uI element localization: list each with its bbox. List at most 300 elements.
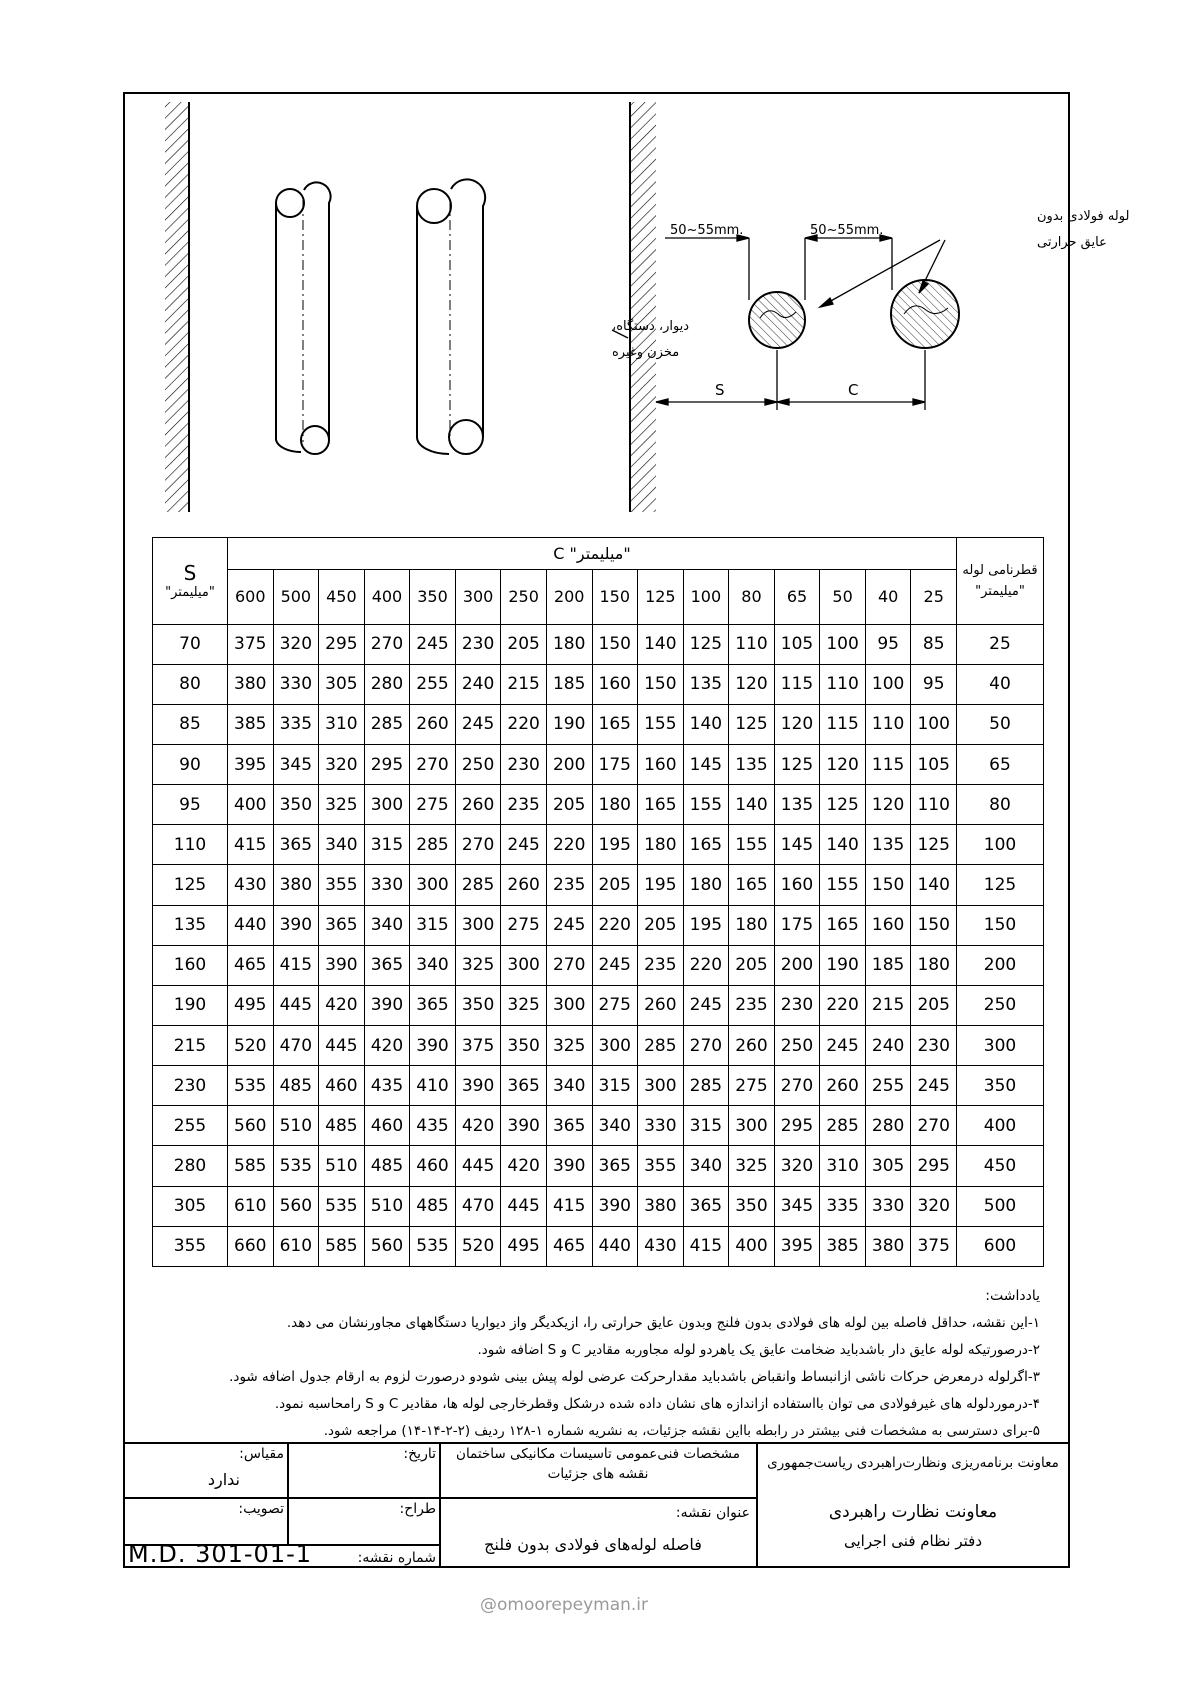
cell-c: 445 [455, 1146, 501, 1186]
cell-c: 185 [546, 664, 592, 704]
cell-c: 270 [774, 1066, 820, 1106]
cell-c: 120 [729, 664, 775, 704]
cell-c: 385 [820, 1226, 866, 1266]
cell-c: 510 [319, 1146, 365, 1186]
cell-c: 390 [455, 1066, 501, 1106]
cell-c: 365 [592, 1146, 638, 1186]
cell-c: 380 [273, 865, 319, 905]
cell-c: 275 [729, 1066, 775, 1106]
cell-c: 115 [820, 704, 866, 744]
cell-c: 660 [228, 1226, 274, 1266]
cell-c: 260 [820, 1066, 866, 1106]
cell-c: 365 [546, 1106, 592, 1146]
cell-s: 80 [153, 664, 228, 704]
cell-c: 430 [228, 865, 274, 905]
org-name-main: معاونت برنامه‌ریزی ونظارت‌راهبردی ریاست‌جمهوری [767, 1455, 1059, 1471]
cell-c: 165 [683, 825, 729, 865]
cell-c: 275 [501, 905, 547, 945]
cell-c: 310 [319, 704, 365, 744]
cell-c: 495 [228, 985, 274, 1025]
cell-diameter: 350 [957, 1066, 1044, 1106]
spec-subtitle: نقشه های جزئیات [547, 1466, 649, 1482]
table-row [153, 1146, 1044, 1186]
cell-c: 230 [911, 1026, 957, 1066]
cell-c: 150 [911, 905, 957, 945]
cell-c: 300 [410, 865, 456, 905]
dim-s-text: S [715, 381, 725, 399]
cell-s: 160 [153, 945, 228, 985]
cell-c: 340 [683, 1146, 729, 1186]
cell-c: 415 [273, 945, 319, 985]
cell-c: 285 [820, 1106, 866, 1146]
c-column-header: 25 [911, 569, 957, 624]
scale-label: مقیاس: [239, 1446, 284, 1462]
cell-c: 190 [546, 704, 592, 744]
cell-c: 105 [911, 745, 957, 785]
cell-c: 295 [774, 1106, 820, 1146]
cell-c: 470 [455, 1186, 501, 1226]
cell-c: 135 [865, 825, 911, 865]
cell-c: 400 [228, 785, 274, 825]
cell-c: 435 [364, 1066, 410, 1106]
cell-c: 385 [228, 704, 274, 744]
cell-c: 365 [319, 905, 365, 945]
cell-c: 245 [546, 905, 592, 945]
cell-s: 85 [153, 704, 228, 744]
cell-c: 430 [638, 1226, 684, 1266]
approval-label: تصویب: [238, 1501, 284, 1517]
cell-s: 95 [153, 785, 228, 825]
cell-c: 330 [273, 664, 319, 704]
cell-c: 375 [911, 1226, 957, 1266]
cell-s: 230 [153, 1066, 228, 1106]
table-row [153, 664, 1044, 704]
cell-c: 155 [820, 865, 866, 905]
cell-c: 340 [319, 825, 365, 865]
left-wall [165, 102, 189, 512]
cell-c: 325 [501, 985, 547, 1025]
dim-left-text: 50~55mm. [670, 223, 744, 238]
c-column-header: 350 [410, 569, 456, 624]
cell-c: 300 [455, 905, 501, 945]
cell-c: 300 [546, 985, 592, 1025]
cell-c: 165 [820, 905, 866, 945]
cell-c: 95 [911, 664, 957, 704]
cell-c: 125 [729, 704, 775, 744]
cell-c: 300 [364, 785, 410, 825]
cell-s: 70 [153, 624, 228, 664]
cell-c: 535 [228, 1066, 274, 1106]
watermark-text: @omoorepeyman.ir [480, 1595, 649, 1615]
header-diameter-unit: "میلیمتر" [975, 583, 1025, 599]
cell-c: 365 [410, 985, 456, 1025]
designer-label: طراح: [399, 1501, 436, 1517]
table-row [153, 1026, 1044, 1066]
cell-diameter: 125 [957, 865, 1044, 905]
note-item-2: ۲-درصورتیکه لوله عایق دار باشدباید ضخامت عایق یک یاهردو لوله مجاوربه مقادیر C و S اضافه شود. [477, 1342, 1040, 1358]
cell-c: 245 [455, 704, 501, 744]
cell-c: 110 [729, 624, 775, 664]
cell-c: 330 [364, 865, 410, 905]
cell-s: 190 [153, 985, 228, 1025]
cell-c: 460 [410, 1146, 456, 1186]
cell-c: 135 [683, 664, 729, 704]
c-column-header: 600 [228, 569, 274, 624]
cell-c: 270 [911, 1106, 957, 1146]
cell-c: 205 [501, 624, 547, 664]
cell-c: 260 [455, 785, 501, 825]
c-column-header: 100 [683, 569, 729, 624]
cell-c: 560 [228, 1106, 274, 1146]
cell-c: 585 [228, 1146, 274, 1186]
pipe-elevation-small [276, 182, 331, 454]
cell-c: 300 [501, 945, 547, 985]
cell-c: 260 [729, 1026, 775, 1066]
cell-c: 310 [820, 1146, 866, 1186]
note-item-5: ۵-برای دسترسی به مشخصات فنی بیشتر در رابطه بااین نقشه جزئیات، به نشریه شماره ۱-۱۲۸ ردیف (۲-۲-۱۴-۱۴) مراجعه شود. [323, 1423, 1040, 1439]
cell-c: 230 [774, 985, 820, 1025]
cell-c: 245 [501, 825, 547, 865]
cell-c: 465 [228, 945, 274, 985]
cell-c: 180 [729, 905, 775, 945]
cell-s: 135 [153, 905, 228, 945]
cell-c: 285 [638, 1026, 684, 1066]
cell-c: 340 [546, 1066, 592, 1106]
c-column-header: 400 [364, 569, 410, 624]
cell-c: 205 [546, 785, 592, 825]
cell-s: 255 [153, 1106, 228, 1146]
cell-c: 445 [273, 985, 319, 1025]
cell-c: 215 [501, 664, 547, 704]
cell-c: 320 [911, 1186, 957, 1226]
cell-c: 110 [865, 704, 911, 744]
cell-c: 560 [273, 1186, 319, 1226]
table-row [153, 745, 1044, 785]
cell-c: 280 [364, 664, 410, 704]
cell-c: 135 [729, 745, 775, 785]
cell-c: 390 [501, 1106, 547, 1146]
c-column-header: 40 [865, 569, 911, 624]
cell-c: 610 [273, 1226, 319, 1266]
cell-c: 560 [364, 1226, 410, 1266]
cell-c: 375 [228, 624, 274, 664]
cell-c: 100 [865, 664, 911, 704]
cell-c: 390 [364, 985, 410, 1025]
cell-diameter: 500 [957, 1186, 1044, 1226]
drawing-number: M.D. 301-01-1 [128, 1540, 313, 1568]
cell-c: 390 [273, 905, 319, 945]
cell-c: 180 [683, 865, 729, 905]
cell-c: 355 [319, 865, 365, 905]
cell-c: 125 [683, 624, 729, 664]
cell-c: 390 [546, 1146, 592, 1186]
cell-c: 145 [774, 825, 820, 865]
table-row [153, 1186, 1044, 1226]
cell-s: 305 [153, 1186, 228, 1226]
cell-diameter: 400 [957, 1106, 1044, 1146]
cell-c: 365 [364, 945, 410, 985]
cell-c: 250 [455, 745, 501, 785]
cell-c: 285 [683, 1066, 729, 1106]
cell-c: 345 [273, 745, 319, 785]
cell-diameter: 80 [957, 785, 1044, 825]
cell-c: 420 [364, 1026, 410, 1066]
cell-c: 510 [273, 1106, 319, 1146]
cell-c: 380 [865, 1226, 911, 1266]
cell-diameter: 450 [957, 1146, 1044, 1186]
cell-diameter: 200 [957, 945, 1044, 985]
cell-c: 180 [592, 785, 638, 825]
cell-c: 185 [865, 945, 911, 985]
note-item-4: ۴-درموردلوله های غیرفولادی می توان بااستفاده ازاندازه های نشان داده شده درشکل وقطرخارجی لوله ها، مقادیر C و S رامحاسبه نمود. [274, 1396, 1040, 1412]
org-name-office: دفتر نظام فنی اجرایی [843, 1532, 983, 1550]
cell-c: 205 [592, 865, 638, 905]
cell-c: 230 [455, 624, 501, 664]
cell-s: 215 [153, 1026, 228, 1066]
cell-c: 155 [683, 785, 729, 825]
cell-c: 120 [820, 745, 866, 785]
cell-c: 315 [364, 825, 410, 865]
cell-c: 140 [683, 704, 729, 744]
header-c: "میلیمتر" C [228, 538, 957, 570]
cell-c: 220 [546, 825, 592, 865]
cell-c: 270 [364, 624, 410, 664]
cell-c: 205 [911, 985, 957, 1025]
cell-c: 350 [501, 1026, 547, 1066]
cell-c: 485 [410, 1186, 456, 1226]
wall-label-line1: دیوار، دستگاه، [612, 319, 690, 334]
scale-value: ندارد [207, 1470, 240, 1489]
wall-label-line2: مخزن وغیره [612, 345, 680, 360]
cell-c: 125 [774, 745, 820, 785]
pipe-elevation-large [417, 179, 485, 454]
cell-c: 120 [865, 785, 911, 825]
cell-c: 320 [774, 1146, 820, 1186]
cell-c: 270 [410, 745, 456, 785]
cell-c: 220 [501, 704, 547, 744]
c-column-header: 500 [273, 569, 319, 624]
cell-c: 440 [592, 1226, 638, 1266]
cell-c: 460 [364, 1106, 410, 1146]
cell-c: 100 [820, 624, 866, 664]
cell-c: 140 [638, 624, 684, 664]
cell-c: 245 [683, 985, 729, 1025]
cell-c: 255 [865, 1066, 911, 1106]
org-name-sub: معاونت نظارت راهبردی [828, 1502, 998, 1522]
pipe-label-line2: عایق حرارتی [1037, 235, 1107, 250]
cell-c: 160 [865, 905, 911, 945]
cell-c: 410 [410, 1066, 456, 1106]
cell-c: 365 [501, 1066, 547, 1106]
pipe-label-line1: لوله فولادی بدون [1037, 209, 1130, 224]
cell-c: 230 [501, 745, 547, 785]
cell-c: 365 [683, 1186, 729, 1226]
cell-c: 195 [638, 865, 684, 905]
cell-c: 245 [592, 945, 638, 985]
header-s-unit: "میلیمتر" [165, 585, 215, 601]
cell-c: 295 [364, 745, 410, 785]
cell-c: 535 [273, 1146, 319, 1186]
cell-c: 510 [364, 1186, 410, 1226]
cell-c: 280 [865, 1106, 911, 1146]
table-row [153, 1066, 1044, 1106]
cell-c: 415 [546, 1186, 592, 1226]
cell-c: 125 [820, 785, 866, 825]
cell-c: 135 [774, 785, 820, 825]
cell-c: 415 [228, 825, 274, 865]
cell-c: 160 [774, 865, 820, 905]
cell-c: 145 [683, 745, 729, 785]
cell-c: 235 [501, 785, 547, 825]
table-row [153, 1226, 1044, 1266]
cell-c: 445 [319, 1026, 365, 1066]
cell-c: 520 [455, 1226, 501, 1266]
cell-c: 345 [774, 1186, 820, 1226]
cell-c: 105 [774, 624, 820, 664]
cell-c: 585 [319, 1226, 365, 1266]
c-column-header: 250 [501, 569, 547, 624]
cell-c: 380 [638, 1186, 684, 1226]
cell-c: 325 [455, 945, 501, 985]
cell-c: 85 [911, 624, 957, 664]
cell-s: 110 [153, 825, 228, 865]
cell-c: 375 [455, 1026, 501, 1066]
cell-c: 195 [683, 905, 729, 945]
cell-c: 390 [592, 1186, 638, 1226]
cell-c: 275 [410, 785, 456, 825]
cell-c: 150 [865, 865, 911, 905]
cell-c: 95 [865, 624, 911, 664]
cell-c: 195 [592, 825, 638, 865]
cell-s: 280 [153, 1146, 228, 1186]
cell-c: 245 [410, 624, 456, 664]
c-column-header: 125 [638, 569, 684, 624]
table-row [153, 1106, 1044, 1146]
table-row [153, 825, 1044, 865]
table-row [153, 785, 1044, 825]
cell-c: 395 [228, 745, 274, 785]
c-column-header: 450 [319, 569, 365, 624]
pipe-section-small [749, 292, 805, 348]
cell-c: 165 [729, 865, 775, 905]
table-row [153, 905, 1044, 945]
cell-c: 485 [273, 1066, 319, 1106]
cell-c: 215 [865, 985, 911, 1025]
cell-c: 445 [501, 1186, 547, 1226]
cell-c: 220 [820, 985, 866, 1025]
c-column-header: 65 [774, 569, 820, 624]
cell-c: 285 [410, 825, 456, 865]
table-row [153, 985, 1044, 1025]
cell-c: 365 [273, 825, 319, 865]
cell-c: 520 [228, 1026, 274, 1066]
cell-c: 340 [410, 945, 456, 985]
cell-c: 240 [865, 1026, 911, 1066]
c-column-header: 80 [729, 569, 775, 624]
drawing-number-label: شماره نقشه: [357, 1550, 436, 1566]
c-column-header: 50 [820, 569, 866, 624]
cell-c: 155 [729, 825, 775, 865]
cell-c: 220 [683, 945, 729, 985]
cell-c: 245 [911, 1066, 957, 1106]
cell-c: 420 [455, 1106, 501, 1146]
cell-c: 535 [410, 1226, 456, 1266]
cell-c: 495 [501, 1226, 547, 1266]
cell-c: 330 [638, 1106, 684, 1146]
cell-s: 125 [153, 865, 228, 905]
cell-c: 460 [319, 1066, 365, 1106]
cell-c: 305 [319, 664, 365, 704]
cell-c: 200 [774, 945, 820, 985]
notes-title: یادداشت: [985, 1288, 1040, 1304]
cell-c: 255 [410, 664, 456, 704]
cell-c: 220 [592, 905, 638, 945]
cell-diameter: 65 [957, 745, 1044, 785]
table-row [153, 624, 1044, 664]
note-item-3: ۳-اگرلوله درمعرض حرکات ناشی ازانبساط وانقباض باشدباید مقدارحرکت عرضی لوله پیش بینی شودو درصورت لزوم به ارقام جدول اضافه شود. [229, 1369, 1040, 1385]
cell-c: 115 [865, 745, 911, 785]
cell-c: 350 [455, 985, 501, 1025]
header-diameter [957, 538, 1044, 625]
cell-c: 260 [501, 865, 547, 905]
dim-c-text: C [848, 381, 859, 399]
cell-c: 175 [774, 905, 820, 945]
cell-c: 155 [638, 704, 684, 744]
cell-c: 535 [319, 1186, 365, 1226]
cell-c: 380 [228, 664, 274, 704]
cell-c: 350 [729, 1186, 775, 1226]
cell-c: 340 [592, 1106, 638, 1146]
cell-c: 390 [319, 945, 365, 985]
cell-c: 315 [410, 905, 456, 945]
cell-c: 435 [410, 1106, 456, 1146]
dim-right-text: 50~55mm. [810, 223, 884, 238]
cell-c: 205 [729, 945, 775, 985]
cell-c: 350 [273, 785, 319, 825]
cell-c: 300 [592, 1026, 638, 1066]
cell-c: 245 [820, 1026, 866, 1066]
cell-c: 320 [273, 624, 319, 664]
cell-c: 465 [546, 1226, 592, 1266]
cell-c: 140 [911, 865, 957, 905]
spacing-table [152, 537, 1044, 1267]
cell-c: 325 [729, 1146, 775, 1186]
cell-c: 415 [683, 1226, 729, 1266]
cell-c: 325 [319, 785, 365, 825]
cell-c: 100 [911, 704, 957, 744]
cell-c: 440 [228, 905, 274, 945]
cell-c: 260 [638, 985, 684, 1025]
header-diameter-label: قطرنامی لوله [962, 562, 1038, 578]
cell-diameter: 150 [957, 905, 1044, 945]
cell-c: 395 [774, 1226, 820, 1266]
notes-section [150, 1283, 1040, 1445]
cell-c: 165 [638, 785, 684, 825]
date-label: تاریخ: [403, 1446, 436, 1462]
c-column-header: 150 [592, 569, 638, 624]
cell-c: 485 [319, 1106, 365, 1146]
cell-c: 235 [729, 985, 775, 1025]
cell-c: 420 [501, 1146, 547, 1186]
cell-c: 270 [546, 945, 592, 985]
cell-diameter: 40 [957, 664, 1044, 704]
cell-s: 90 [153, 745, 228, 785]
drawing-title-label: عنوان نقشه: [675, 1505, 750, 1521]
cell-c: 150 [638, 664, 684, 704]
cell-c: 205 [638, 905, 684, 945]
cell-diameter: 50 [957, 704, 1044, 744]
cell-c: 140 [729, 785, 775, 825]
